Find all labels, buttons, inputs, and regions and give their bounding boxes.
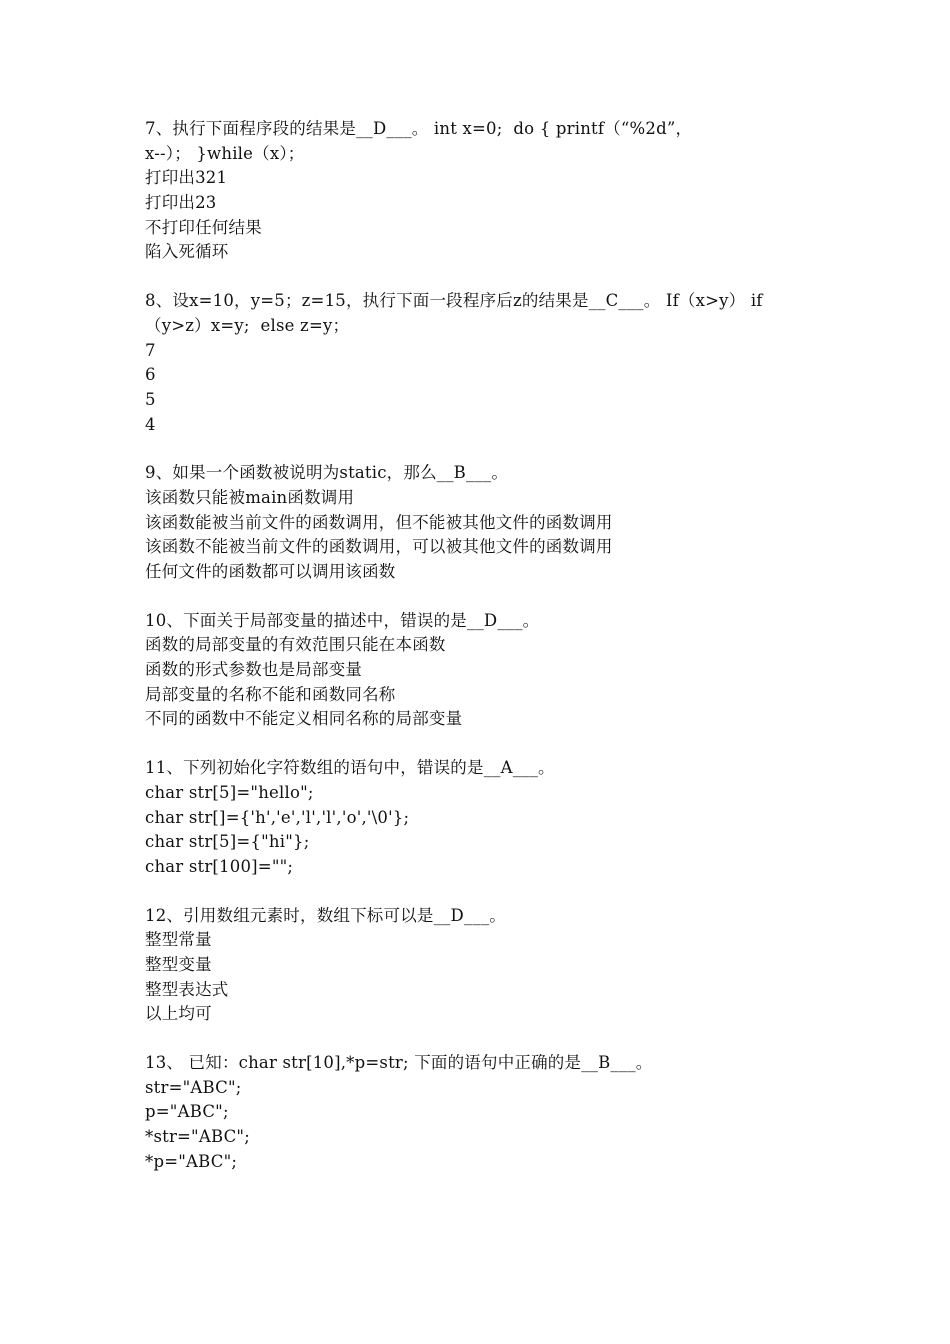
option: 局部变量的名称不能和函数同名称 (145, 684, 396, 704)
option: 任何文件的函数都可以调用该函数 (145, 562, 396, 581)
stem-line: 12、引用数组元素时，数组下标可以是__D___。 (145, 905, 506, 925)
option: 5 (145, 389, 156, 409)
option: *p="ABC"; (145, 1151, 238, 1171)
option: 函数的局部变量的有效范围只能在本函数 (145, 635, 446, 655)
option: 该函数只能被main函数调用 (145, 487, 355, 507)
option: str="ABC"; (145, 1077, 242, 1097)
option: 4 (145, 414, 156, 434)
stem-line: 10、下面关于局部变量的描述中，错误的是__D___。 (145, 610, 540, 630)
question-stem (145, 461, 825, 486)
option: 打印出321 (145, 168, 228, 188)
option: 整型变量 (145, 954, 212, 974)
question-stem (145, 904, 825, 929)
option: 该函数不能被当前文件的函数调用，可以被其他文件的函数调用 (145, 537, 613, 557)
stem-line: 7、执行下面程序段的结果是__D___。 int x=0; do { printf（“%2d”， (145, 119, 693, 138)
option: char str[100]=""; (145, 856, 294, 876)
option: char str[]={'h','e','l','l','o','\0'}; (145, 807, 410, 827)
question-stem (145, 289, 825, 338)
option: char str[5]={"hi"}; (145, 832, 310, 852)
option: 该函数能被当前文件的函数调用，但不能被其他文件的函数调用 (145, 512, 613, 532)
question-7 (145, 117, 825, 265)
option: 不同的函数中不能定义相同名称的局部变量 (145, 709, 463, 729)
stem-line: （y>z）x=y; else z=y； (145, 315, 350, 335)
option: p="ABC"; (145, 1102, 229, 1122)
question-13 (145, 1051, 825, 1174)
option: 6 (145, 365, 156, 385)
question-stem (145, 756, 825, 781)
option: 7 (145, 340, 156, 360)
stem-line: 13、 已知：char str[10],*p=str; 下面的语句中正确的是__B___。 (145, 1053, 653, 1072)
question-stem (145, 609, 825, 634)
document-body (145, 117, 825, 1198)
option: 整型常量 (145, 930, 212, 950)
stem-line: 9、如果一个函数被说明为static，那么__B___。 (145, 463, 509, 483)
stem-line: 8、设x=10，y=5；z=15，执行下面一段程序后z的结果是__C___。 If（x>y） if (145, 291, 763, 311)
stem-line: x--）； }while（x）； (145, 143, 305, 163)
option: 以上均可 (145, 1004, 212, 1024)
question-9 (145, 461, 825, 584)
question-stem (145, 117, 825, 166)
question-11 (145, 756, 825, 879)
option: 函数的形式参数也是局部变量 (145, 660, 363, 680)
option: *str="ABC"; (145, 1127, 250, 1147)
question-10 (145, 609, 825, 732)
question-12 (145, 904, 825, 1027)
question-stem (145, 1051, 825, 1076)
option: 打印出23 (145, 193, 217, 213)
option: 陷入死循环 (145, 242, 229, 262)
stem-line: 11、下列初始化字符数组的语句中，错误的是__A___。 (145, 758, 555, 778)
option: char str[5]="hello"; (145, 782, 314, 802)
option: 不打印任何结果 (145, 217, 262, 237)
question-8 (145, 289, 825, 437)
option: 整型表达式 (145, 979, 229, 999)
